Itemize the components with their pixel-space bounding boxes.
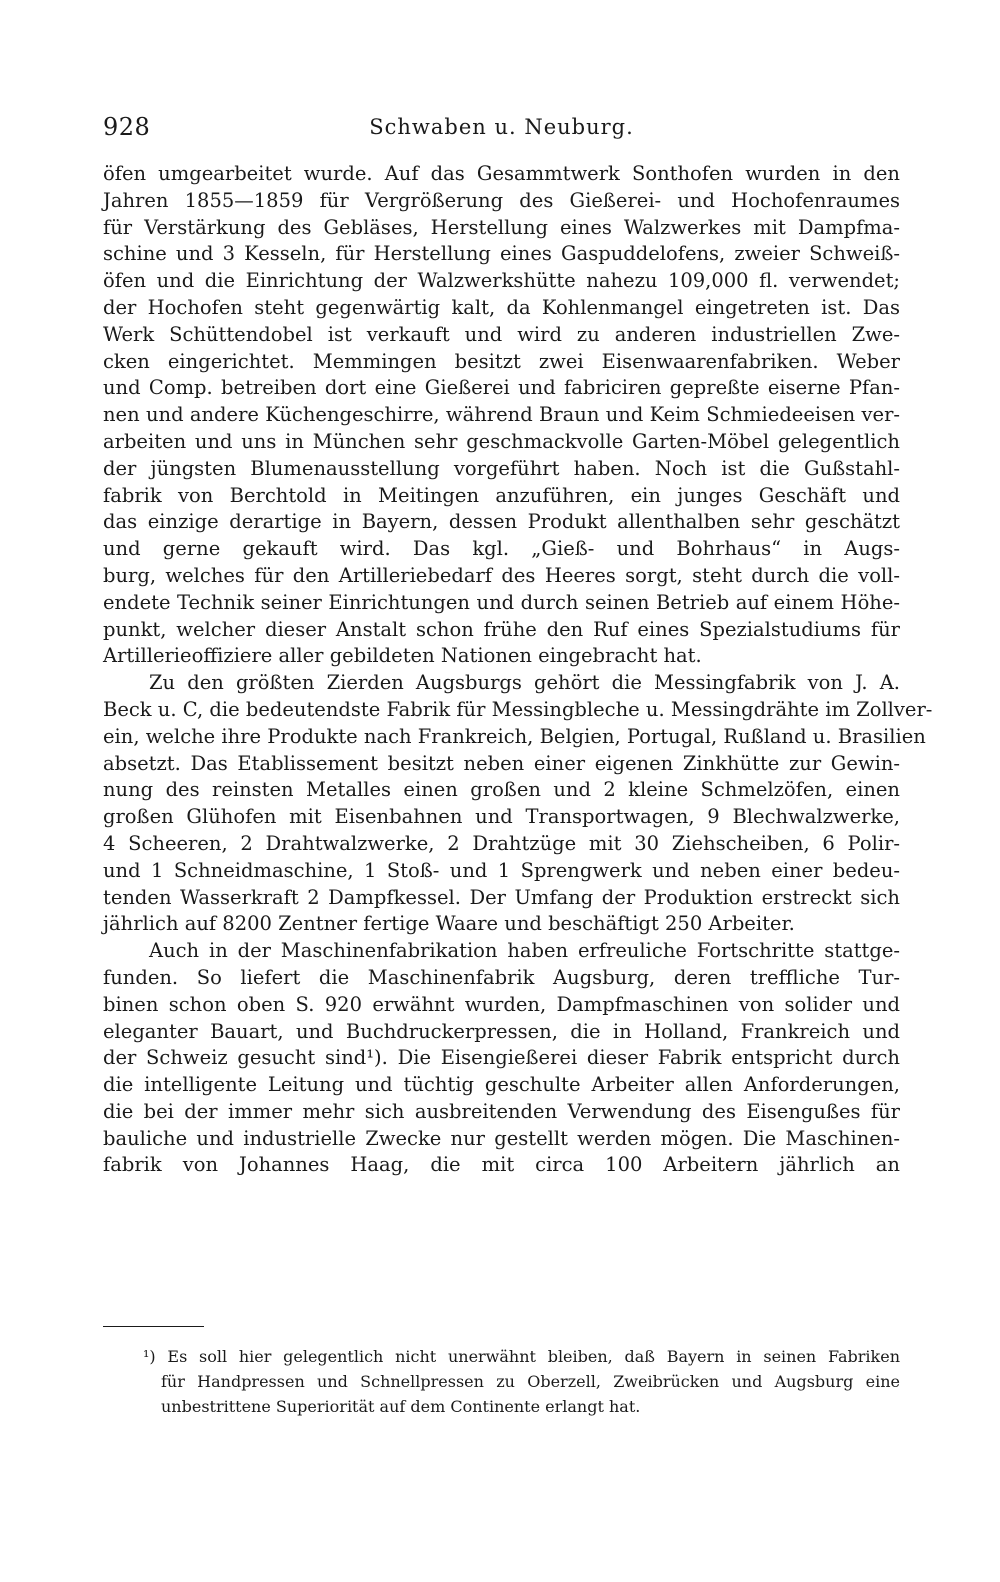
text-line: nen und andere Küchengeschirre, während Braun und Keim Schmiedeeisen ver-: [103, 403, 900, 427]
text-line: die bei der immer mehr sich ausbreitenden Verwendung des Eisengußes für: [103, 1099, 900, 1123]
text-line: und gerne gekauft wird. Das kgl. „Gieß- und Bohrhaus“ in Augs-: [103, 537, 900, 561]
text-line: das einzige derartige in Bayern, dessen Produkt allenthalben sehr geschätzt: [103, 510, 900, 534]
text-line: bauliche und industrielle Zwecke nur gestellt werden mögen. Die Maschinen-: [103, 1126, 900, 1150]
footnotes: [103, 1344, 900, 1419]
text-line: Zu den größten Zierden Augsburgs gehört die Messingfabrik von J. A.: [149, 671, 900, 695]
text-line: eleganter Bauart, und Buchdruckerpressen, die in Holland, Frankreich und: [103, 1019, 900, 1043]
text-line: fabrik von Berchtold in Meitingen anzuführen, ein junges Geschäft und: [103, 483, 900, 507]
body-text: [103, 161, 933, 1179]
footnote-divider: [103, 1326, 204, 1327]
text-line: tenden Wasserkraft 2 Dampfkessel. Der Umfang der Produktion erstreckt sich: [103, 885, 900, 909]
text-line: arbeiten und uns in München sehr geschmackvolle Garten-Möbel gelegentlich: [103, 429, 900, 453]
text-line: großen Glühofen mit Eisenbahnen und Transportwagen, 9 Blechwalzwerke,: [103, 805, 900, 829]
footnote-line: für Handpressen und Schnellpressen zu Oberzell, Zweibrücken und Augsburg eine: [161, 1372, 900, 1391]
text-line: Jahren 1855—1859 für Vergrößerung des Gießerei- und Hochofenraumes: [103, 188, 900, 212]
text-line: für Verstärkung des Gebläses, Herstellung eines Walzwerkes mit Dampfma-: [103, 215, 900, 239]
text-line: Beck u. C, die bedeutendste Fabrik für Messingbleche u. Messingdrähte im Zollver-: [103, 697, 933, 721]
text-line: der jüngsten Blumenausstellung vorgeführt haben. Noch ist die Gußstahl-: [103, 456, 900, 480]
text-line: burg, welches für den Artilleriebedarf des Heeres sorgt, steht durch die voll-: [103, 563, 900, 587]
text-line: der Schweiz gesucht sind¹). Die Eisengießerei dieser Fabrik entspricht durch: [103, 1046, 900, 1070]
text-line: öfen umgearbeitet wurde. Auf das Gesammtwerk Sonthofen wurden in den: [103, 162, 900, 185]
text-line: öfen und die Einrichtung der Walzwerkshütte nahezu 109,000 fl. verwendet;: [103, 269, 900, 293]
text-line: binen schon oben S. 920 erwähnt wurden, Dampfmaschinen von solider und: [103, 992, 900, 1016]
text-line: die intelligente Leitung und tüchtig geschulte Arbeiter allen Anforderungen,: [103, 1073, 900, 1097]
text-line: jährlich auf 8200 Zentner fertige Waare und beschäftigt 250 Arbeiter.: [103, 912, 795, 936]
running-title: Schwaben u. Neuburg.: [369, 115, 634, 139]
text-line: der Hochofen steht gegenwärtig kalt, da Kohlenmangel eingetreten ist. Das: [103, 295, 900, 319]
text-line: Artillerieoffiziere aller gebildeten Nationen eingebracht hat.: [103, 644, 702, 668]
text-line: 4 Scheeren, 2 Drahtwalzwerke, 2 Drahtzüge mit 30 Ziehscheiben, 6 Polir-: [103, 831, 900, 855]
text-line: funden. So liefert die Maschinenfabrik Augsburg, deren treffliche Tur-: [103, 965, 900, 989]
text-line: Werk Schüttendobel ist verkauft und wird zu anderen industriellen Zwe-: [103, 322, 900, 346]
text-line: fabrik von Johannes Haag, die mit circa 100 Arbeitern jährlich an: [103, 1153, 900, 1177]
text-line: Auch in der Maschinenfabrikation haben erfreuliche Fortschritte stattge-: [149, 939, 900, 963]
text-line: endete Technik seiner Einrichtungen und durch seinen Betrieb auf einem Höhe-: [103, 590, 900, 614]
footnote-line: unbestrittene Superiorität auf dem Continente erlangt hat.: [161, 1397, 641, 1416]
text-line: nung des reinsten Metalles einen großen und 2 kleine Schmelzöfen, einen: [103, 778, 900, 802]
text-line: cken eingerichtet. Memmingen besitzt zwei Eisenwaarenfabriken. Weber: [103, 349, 900, 373]
text-line: ein, welche ihre Produkte nach Frankreich, Belgien, Portugal, Rußland u. Brasilien: [103, 724, 926, 748]
text-line: und 1 Schneidmaschine, 1 Stoß- und 1 Sprengwerk und neben einer bedeu-: [103, 858, 900, 882]
footnote-line: ¹) Es soll hier gelegentlich nicht unerwähnt bleiben, daß Bayern in seinen Fabriken: [143, 1347, 900, 1366]
text-line: punkt, welcher dieser Anstalt schon frühe den Ruf eines Spezialstudiums für: [103, 617, 900, 641]
text-line: schine und 3 Kesseln, für Herstellung eines Gaspuddelofens, zweier Schweiß-: [103, 242, 900, 266]
page-header: [103, 113, 900, 145]
page-number: 928: [103, 113, 151, 141]
text-line: und Comp. betreiben dort eine Gießerei und fabriciren gepreßte eiserne Pfan-: [103, 376, 900, 400]
text-line: absetzt. Das Etablissement besitzt neben einer eigenen Zinkhütte zur Gewin-: [103, 751, 900, 775]
